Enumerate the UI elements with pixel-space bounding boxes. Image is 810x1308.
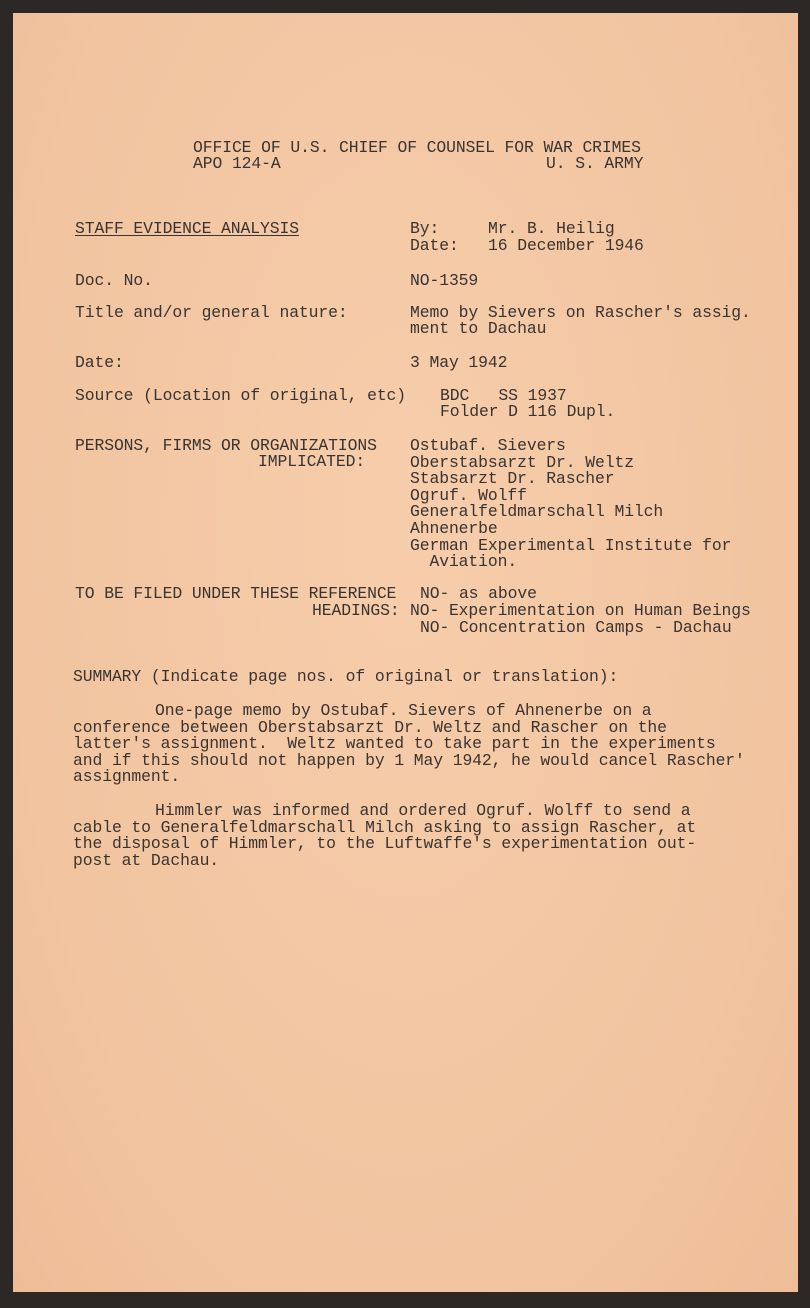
person-item: Stabsarzt Dr. Rascher [410, 469, 615, 488]
nature-line: ment to Dachau [410, 319, 547, 338]
summary-line: the disposal of Himmler, to the Luftwaffe's experimentation out- [73, 834, 697, 853]
header-army: U. S. ARMY [546, 154, 644, 173]
person-item: German Experimental Institute for [410, 536, 732, 555]
filed-heading: NO- Concentration Camps - Dachau [420, 618, 732, 637]
person-item: Generalfeldmarschall Milch [410, 502, 664, 521]
filed-label: HEADINGS: [312, 601, 400, 620]
summary-line: assignment. [73, 767, 181, 786]
filed-label: TO BE FILED UNDER THESE REFERENCE [75, 584, 397, 603]
doc-date-label: Date: [75, 353, 124, 372]
source-label: Source (Location of original, etc) [75, 386, 407, 405]
summary-line: and if this should not happen by 1 May 1942, he would cancel Rascher' [73, 751, 745, 770]
nature-line: Memo by Sievers on Rascher's assig. [410, 303, 751, 322]
person-item: Oberstabsarzt Dr. Weltz [410, 453, 634, 472]
header-apo: APO 124-A [193, 154, 281, 173]
by-value: Mr. B. Heilig [488, 219, 615, 238]
nature-label: Title and/or general nature: [75, 303, 348, 322]
persons-label: PERSONS, FIRMS OR ORGANIZATIONS [75, 436, 377, 455]
document-title: STAFF EVIDENCE ANALYSIS [75, 219, 299, 238]
header-office: OFFICE OF U.S. CHIEF OF COUNSEL FOR WAR CRIMES [193, 138, 641, 157]
summary-line: conference between Oberstabsarzt Dr. Weltz and Rascher on the [73, 718, 667, 737]
doc-no-value: NO-1359 [410, 271, 479, 290]
persons-label: IMPLICATED: [258, 452, 366, 471]
summary-label: SUMMARY (Indicate page nos. of original or translation): [73, 667, 619, 686]
summary-line: cable to Generalfeldmarschall Milch asking to assign Rascher, at [73, 818, 697, 837]
analysis-date-value: 16 December 1946 [488, 236, 644, 255]
source-line: BDC SS 1937 [440, 386, 567, 405]
analysis-date-label: Date: [410, 236, 459, 255]
person-item: Ostubaf. Sievers [410, 436, 566, 455]
doc-date-value: 3 May 1942 [410, 353, 508, 372]
person-item: Ogruf. Wolff [410, 486, 527, 505]
by-label: By: [410, 219, 440, 238]
summary-line: One-page memo by Ostubaf. Sievers of Ahnenerbe on a [155, 701, 652, 720]
doc-no-label: Doc. No. [75, 271, 153, 290]
document-page [13, 13, 798, 1292]
source-line: Folder D 116 Dupl. [440, 402, 616, 421]
person-item: Aviation. [410, 552, 518, 571]
summary-line: latter's assignment. Weltz wanted to take part in the experiments [73, 734, 716, 753]
summary-line: Himmler was informed and ordered Ogruf. Wolff to send a [155, 801, 691, 820]
person-item: Ahnenerbe [410, 519, 498, 538]
summary-line: post at Dachau. [73, 851, 220, 870]
filed-heading: NO- Experimentation on Human Beings [410, 601, 751, 620]
filed-heading: NO- as above [420, 584, 537, 603]
